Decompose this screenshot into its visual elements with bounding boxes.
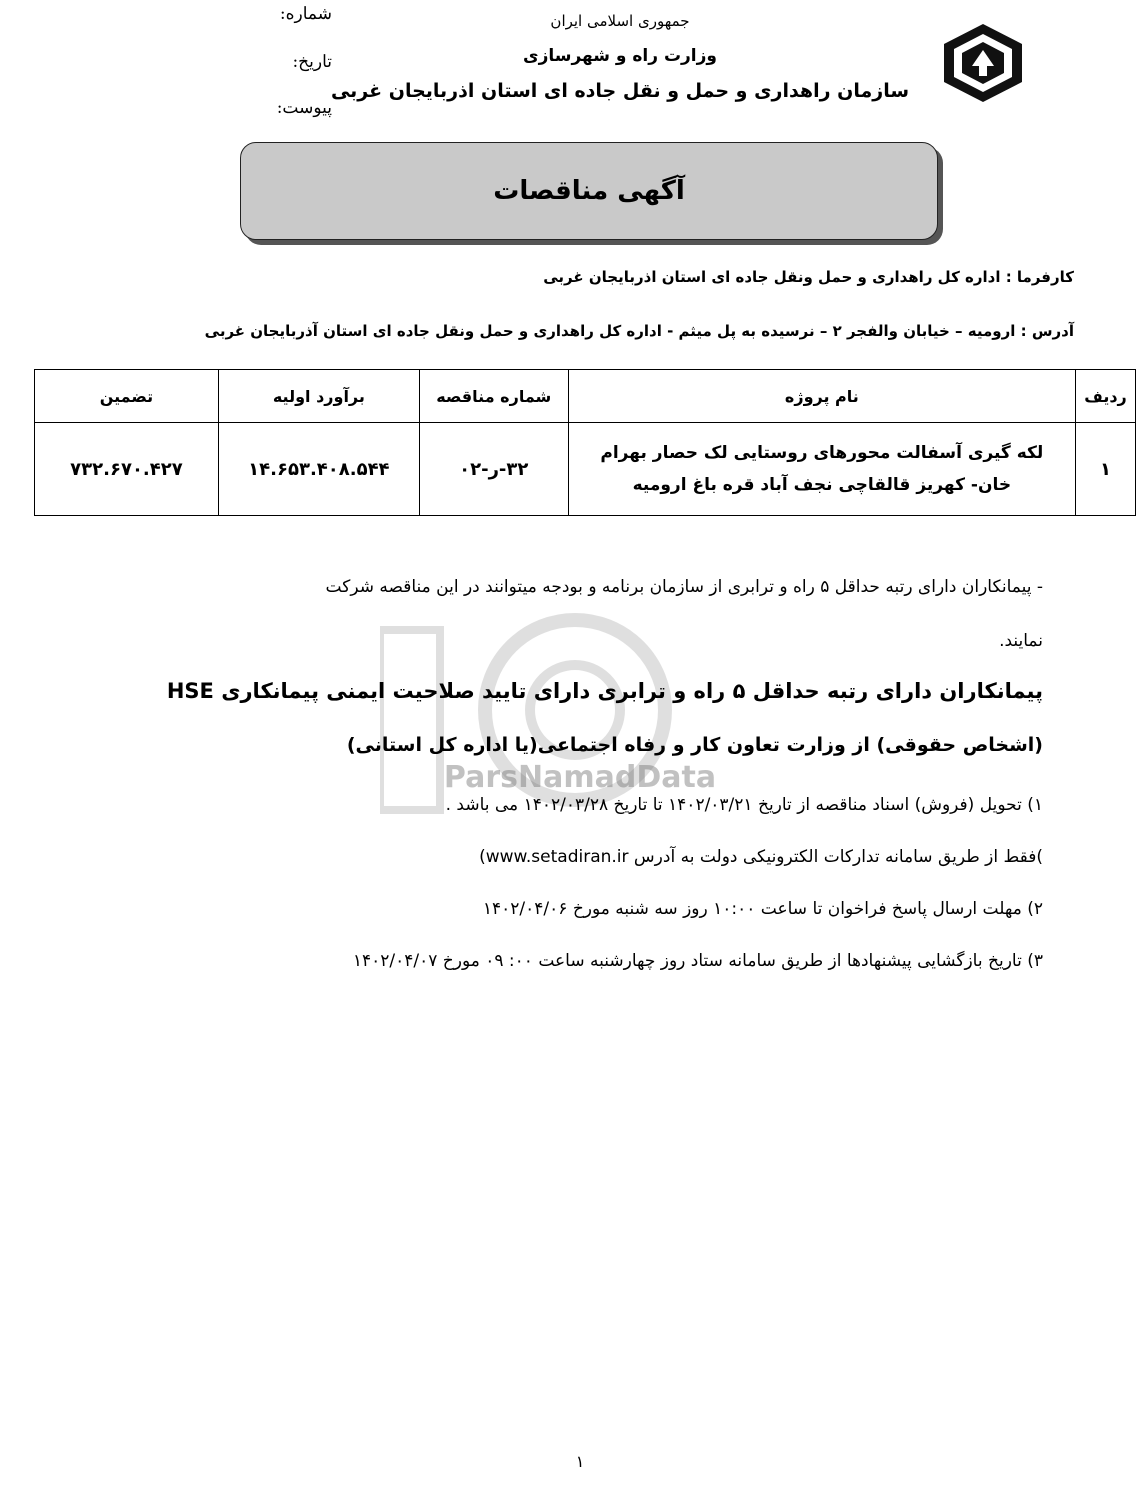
header-tender-number: شماره مناقصه — [419, 370, 568, 423]
header-organization: سازمان راهداری و حمل و نقل جاده ای استان اذربایجان غربی — [330, 80, 910, 102]
header-row-number: ردیف — [1076, 370, 1136, 423]
cell-row-number: ۱ — [1076, 423, 1136, 516]
header-initial-estimate: برآورد اولیه — [218, 370, 419, 423]
date-label: تاریخ: — [292, 52, 332, 72]
page-number: ۱ — [575, 1452, 585, 1471]
address-text: آدرس : ارومیه – خیابان والفجر ۲ – نرسیده به پل میثم - اداره کل راهداری و حمل ونقل جاده ای استان آذربایجان غربی — [204, 322, 1074, 340]
title-box — [240, 142, 938, 240]
page-title: آگهی مناقصات — [493, 176, 685, 206]
header-project-name: نام پروژه — [568, 370, 1075, 423]
header-ministry: وزارت راه و شهرسازی — [522, 46, 717, 66]
header-guarantee: تضمین — [35, 370, 219, 423]
table-header-row — [35, 370, 1136, 423]
cell-guarantee: ۷۳۲.۶۷۰.۴۲۷ — [35, 423, 219, 516]
tender-table — [34, 369, 1136, 516]
cell-project-name: لکه گیری آسفالت محورهای روستایی لک حصار بهرام خان- کهریز قالقاچی نجف آباد قره باغ ارومیه — [568, 423, 1075, 516]
item-document-delivery: ۱) تحویل (فروش) اسناد مناقصه از تاریخ ۱۴۰۲/۰۳/۲۱ تا تاریخ ۱۴۰۲/۰۳/۲۸ می باشد . — [445, 795, 1043, 815]
header-country: جمهوری اسلامی ایران — [550, 12, 690, 30]
item-opening-date: ۳) تاریخ بازگشایی پیشنهادها از طریق سامانه ستاد روز چهارشنبه ساعت ۰۰: ۰۹ مورخ ۱۴۰۲/۰۴/۰۷ — [352, 951, 1043, 971]
paragraph-eligibility-cont: نمایند. — [999, 631, 1043, 651]
attachment-label: پیوست: — [276, 98, 332, 118]
table-row — [35, 423, 1136, 516]
cell-initial-estimate: ۱۴.۶۵۳.۴۰۸.۵۴۴ — [218, 423, 419, 516]
paragraph-hse-requirement-cont: (اشخاص حقوقی) از وزارت تعاون کار و رفاه اجتماعی(یا اداره کل استانی) — [346, 734, 1043, 756]
paragraph-hse-requirement: پیمانکاران دارای رتبه حداقل ۵ راه و ترابری دارای تایید صلاحیت ایمنی پیمانکاری HSE — [166, 679, 1043, 703]
cell-tender-number: ۳۲-ر-۰۲ — [419, 423, 568, 516]
organization-logo-icon — [942, 22, 1024, 104]
item-response-deadline: ۲) مهلت ارسال پاسخ فراخوان تا ساعت ۱۰:۰۰ روز سه شنبه مورخ ۱۴۰۲/۰۴/۰۶ — [482, 899, 1043, 919]
watermark-text: ParsNamadData — [443, 760, 717, 795]
paragraph-eligibility: - پیمانکاران دارای رتبه حداقل ۵ راه و ترابری از سازمان برنامه و بودجه میتوانند در این مناقصه شرکت — [325, 577, 1043, 597]
number-label: شماره: — [279, 4, 332, 24]
item-setad-website: )فقط از طریق سامانه تدارکات الکترونیکی دولت به آدرس www.setadiran.ir) — [479, 847, 1043, 867]
employer-text: کارفرما : اداره کل راهداری و حمل ونقل جاده ای استان اذربایجان غربی — [543, 268, 1074, 286]
